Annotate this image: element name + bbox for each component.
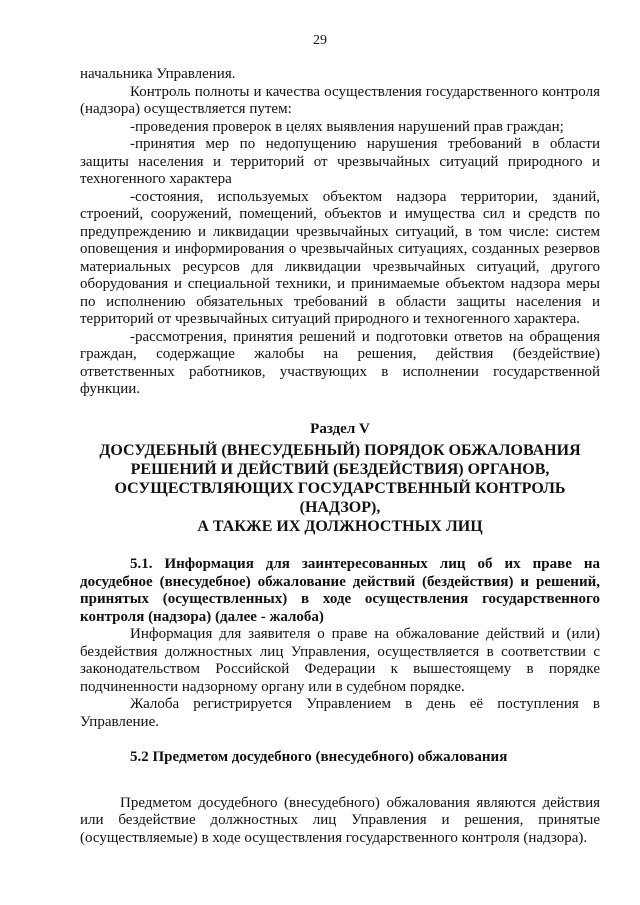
- section-label: Раздел V: [310, 420, 370, 437]
- paragraph: Жалоба регистрируется Управлением в день её поступления в Управление.: [80, 696, 600, 730]
- paragraph: Информация для заявителя о праве на обжалование действий и (или) бездействия должностных лиц Управления, осуществляется в соответствии с законодательством Российской Федерации к вышестоящему в порядке подчиненности надзорному органу или в судебном порядке.: [80, 626, 600, 695]
- paragraph: Контроль полноты и качества осуществления государственного контроля (надзора) осуществляется путем:: [80, 83, 600, 117]
- page-number: 29: [313, 33, 327, 48]
- section-title-line: ДОСУДЕБНЫЙ (ВНЕСУДЕБНЫЙ) ПОРЯДОК ОБЖАЛОВАНИЯ: [99, 442, 581, 459]
- list-item: -рассмотрения, принятия решений и подготовки ответов на обращения граждан, содержащие жалобы на решения, действия (бездействие) ответственных работников, участвующих в исполнении государственной функции.: [80, 328, 600, 397]
- document-body: [80, 66, 600, 847]
- paragraph: начальника Управления.: [80, 66, 236, 82]
- section-title-line: А ТАКЖЕ ИХ ДОЛЖНОСТНЫХ ЛИЦ: [197, 518, 483, 535]
- section-title: [80, 441, 600, 536]
- list-item: -принятия мер по недопущению нарушения требований в области защиты населения и территорий от чрезвычайных ситуаций природного и техногенного характера: [80, 136, 600, 187]
- list-item: -проведения проверок в целях выявления нарушений прав граждан;: [130, 118, 564, 135]
- paragraph: Предметом досудебного (внесудебного) обжалования являются действия или бездействие должностных лиц Управления и решения, принятые (осуществляемые) в ходе осуществления государственного контроля (надзора).: [80, 794, 600, 846]
- subsection-heading: 5.1. Информация для заинтересованных лиц об их праве на досудебное (внесудебное) обжалование действий (бездействия) и решений, принятых (осуществленных) в ходе осуществления государственного контроля (надзора) (далее - жалоба): [80, 556, 600, 625]
- list-item: -состояния, используемых объектом надзора территории, зданий, строений, сооружений, помещений, объектов и имущества сил и средств по предупреждению и ликвидации чрезвычайных ситуаций, в том числе: систем оповещения и информирования о чрезвычайных ситуациях, созданных резервов материальных ресурсов для ликвидации чрезвычайных ситуаций, другого оборудования и специальной техники, и принимаемые объектом надзора меры по исполнению обязательных требований в области защиты населения и территорий от чрезвычайных ситуаций природного и техногенного характера.: [80, 188, 600, 327]
- subsection-heading: 5.2 Предметом досудебного (внесудебного) обжалования: [130, 749, 508, 765]
- section-title-line: РЕШЕНИЙ И ДЕЙСТВИЙ (БЕЗДЕЙСТВИЯ) ОРГАНОВ,: [130, 461, 550, 478]
- section-title-line: ОСУЩЕСТВЛЯЮЩИХ ГОСУДАРСТВЕННЫЙ КОНТРОЛЬ (НАДЗОР),: [114, 480, 566, 516]
